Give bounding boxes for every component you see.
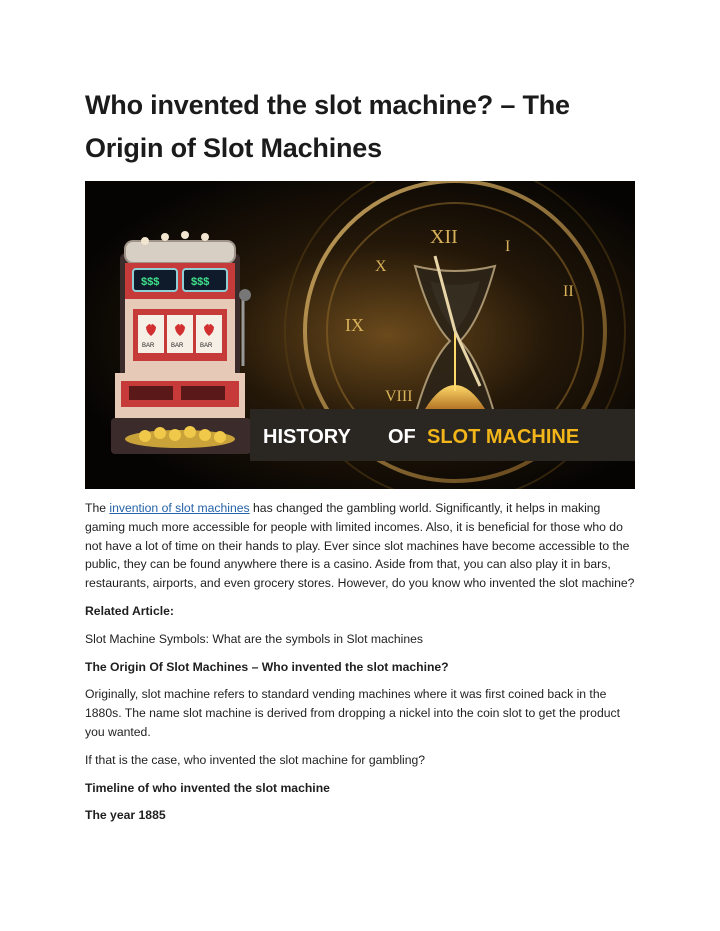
origin-paragraph: Originally, slot machine refers to standard vending machines where it was first coined back in the 1880s. The name slot machine is derived from dropping a nickel into the coin slot to get the product you wanted. bbox=[85, 687, 620, 739]
intro-text: has changed the gambling world. Significantly, it helps in making gaming much more accessible for people with limited incomes. Also, it is beneficial for those who do not have a lot of time on their hands to play. Ever since slot machines have become accessible to the public, they can be found anywhere there is a casino. Aside from that, you can also play it in bars, restaurants, airports, and even grocery stores. However, do you know who invented the slot machine? bbox=[85, 501, 635, 591]
svg-text:BAR: BAR bbox=[200, 343, 213, 349]
timeline-heading: Timeline of who invented the slot machine bbox=[85, 780, 330, 795]
svg-text:BAR: BAR bbox=[142, 343, 155, 349]
intro-paragraph bbox=[85, 499, 635, 593]
svg-text:$$$: $$$ bbox=[191, 276, 210, 288]
svg-text:SLOT MACHINE: SLOT MACHINE bbox=[427, 426, 580, 448]
section-heading: The Origin Of Slot Machines – Who invented the slot machine? bbox=[85, 659, 449, 674]
slot-machine-icon bbox=[111, 231, 251, 454]
article-body bbox=[85, 499, 635, 834]
svg-text:OF: OF bbox=[388, 426, 416, 448]
svg-text:IX: IX bbox=[345, 315, 364, 335]
related-article-link[interactable]: Slot Machine Symbols: What are the symbols in Slot machines bbox=[85, 631, 424, 646]
svg-text:XII: XII bbox=[430, 226, 458, 248]
hero-banner bbox=[250, 409, 635, 461]
svg-text:$$$: $$$ bbox=[141, 276, 160, 288]
hero-image bbox=[85, 181, 635, 489]
intro-prefix: The bbox=[85, 501, 107, 515]
svg-text:HISTORY: HISTORY bbox=[263, 426, 351, 448]
related-heading: Related Article: bbox=[85, 603, 174, 618]
svg-text:II: II bbox=[563, 283, 574, 300]
svg-text:I: I bbox=[505, 238, 511, 255]
year-heading: The year 1885 bbox=[85, 808, 166, 823]
invention-link[interactable]: invention of slot machines bbox=[109, 501, 250, 515]
question-paragraph: If that is the case, who invented the slot machine for gambling? bbox=[85, 752, 426, 767]
article-title: Who invented the slot machine? – The Origin of Slot Machines bbox=[85, 90, 570, 163]
svg-text:BAR: BAR bbox=[171, 343, 184, 349]
hero-illustration bbox=[85, 181, 635, 489]
svg-text:X: X bbox=[375, 258, 387, 275]
svg-text:VIII: VIII bbox=[385, 388, 413, 405]
